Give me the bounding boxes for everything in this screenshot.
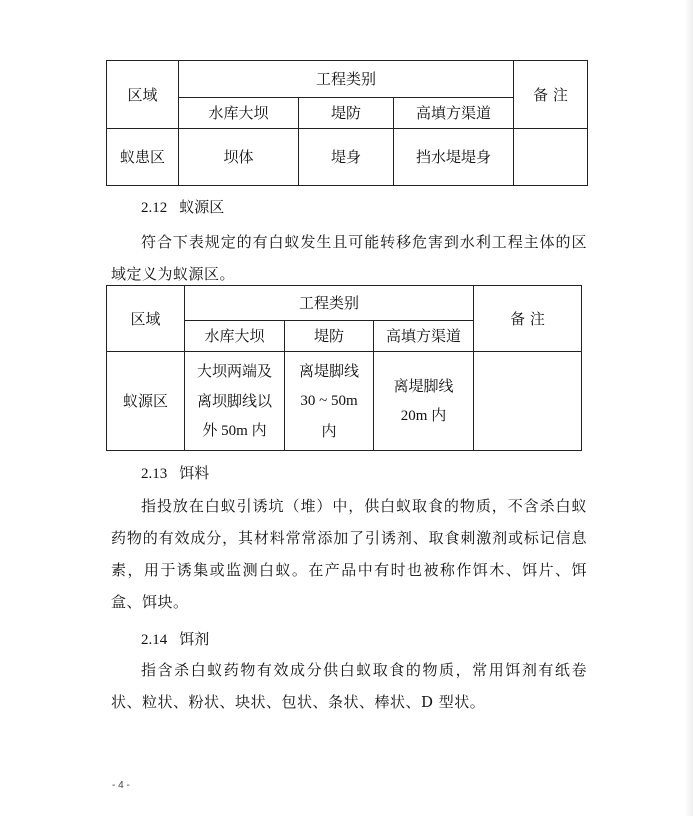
section-2-13-paragraph: 指投放在白蚁引诱坑（堆）中，供白蚁取食的物质，不含杀白蚁药物的有效成分，其材料常常添加了引诱剂、取食刺激剂或标记信息素，用于诱集或监测白蚁。在产品中有时也被称作饵木、饵片、饵盒、饵块。 [111,497,587,611]
table2-subheader-dam: 水库大坝 [185,321,285,352]
section-2-13-heading [141,462,209,483]
table1-header-category: 工程类别 [179,61,514,98]
section-2-12-heading [141,196,224,217]
table2-header-category: 工程类别 [185,286,474,321]
table2-dam-line-2: 离坝脚线以 [196,392,272,410]
table2-subheader-levee: 堤防 [285,321,374,352]
table1-subheader-canal: 高填方渠道 [394,98,514,129]
table2-levee-line-2: 30 ~ 50m [300,393,358,409]
table2-header-note: 备 注 [474,286,582,352]
table1-row-region: 蚁患区 [107,129,179,186]
table2-dam-line-1: 大坝两端及 [196,362,272,380]
section-2-13-title: 饵料 [179,464,210,482]
table2-row-region: 蚁源区 [107,352,185,451]
table1-header-region: 区域 [107,61,179,129]
page-number: - 4 - [112,780,130,791]
section-2-14-number: 2.14 [141,632,168,648]
table1-cell-note [514,129,588,186]
section-2-12-title: 蚁源区 [179,198,225,216]
table-ant-source-area [106,285,582,451]
table2-cell-canal [374,352,474,451]
table2-canal-line-2: 20m 内 [400,408,447,424]
table2-canal-line-1: 离堤脚线 [393,377,454,395]
table1-subheader-levee: 堤防 [299,98,394,129]
table2-cell-dam [185,352,285,451]
table-ant-infested-area [106,60,588,186]
page-edge [685,0,693,816]
section-2-14-title: 饵剂 [179,630,210,648]
table1-header-note: 备 注 [514,61,588,129]
section-2-12-paragraph: 符合下表规定的有白蚁发生且可能转移危害到水利工程主体的区域定义为蚁源区。 [111,233,587,283]
table1-cell-dam: 坝体 [179,129,299,186]
table1-cell-canal: 挡水堤堤身 [394,129,514,186]
section-2-14-heading [141,628,209,649]
table2-subheader-canal: 高填方渠道 [374,321,474,352]
table1-subheader-dam: 水库大坝 [179,98,299,129]
table2-header-region: 区域 [107,286,185,352]
table2-levee-line-3: 内 [321,422,337,440]
table2-dam-line-3: 外 50m 内 [202,423,267,439]
table1-cell-levee: 堤身 [299,129,394,186]
section-2-14-paragraph: 指含杀白蚁药物有效成分供白蚁取食的物质，常用饵剂有纸卷状、粒状、粉状、块状、包状、条状、棒状、D 型状。 [111,661,587,711]
table2-cell-note [474,352,582,451]
section-2-13-number: 2.13 [141,466,168,482]
section-2-12-number: 2.12 [141,200,168,216]
table2-cell-levee [285,352,374,451]
table2-levee-line-1: 离堤脚线 [298,362,359,380]
